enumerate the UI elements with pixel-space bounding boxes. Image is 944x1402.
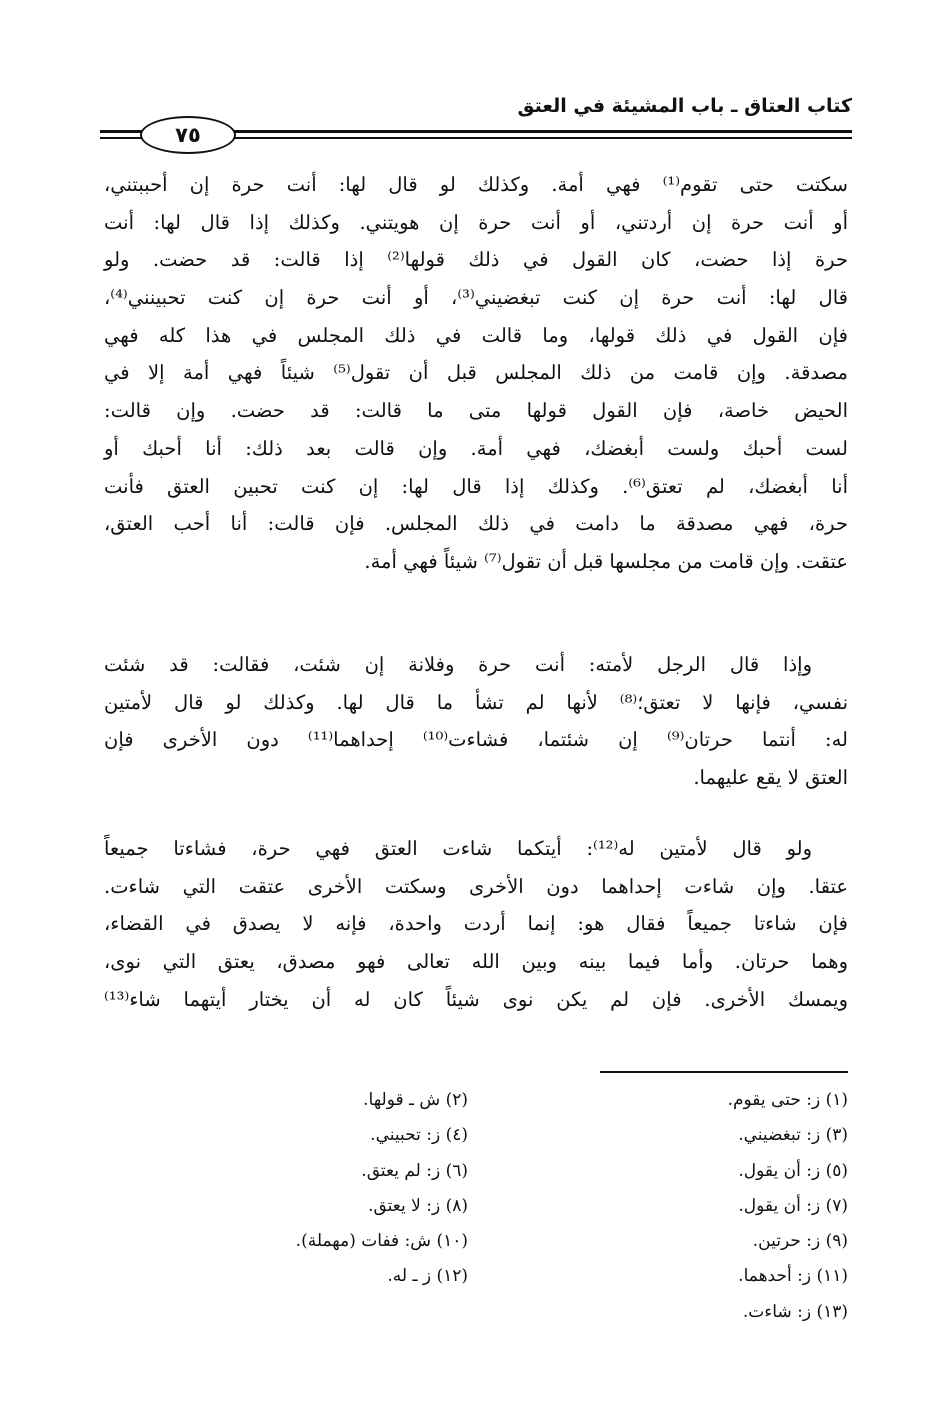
footnote: (٩) ز: حرتين. [752,1231,848,1252]
text-line: له: أنتما حرتان⁽⁹⁾ إن شئتما، فشاءت⁽¹⁰⁾ إحداهما⁽¹¹⁾ دون الأخرى فإن [104,728,848,752]
text-line: فإن شاءتا جميعاً فقال هو: إنما أردت واحدة، فإنه لا يصدق في القضاء، [104,912,848,936]
footnote: (٤) ز: تحبيني. [370,1125,468,1146]
footnote: (١٠) ش: ففات (مهملة). [295,1231,468,1252]
text-line: أو أنت حرة إن أردتني، أو أنت حرة إن هويتني. وكذلك إذا قال لها: أنت [104,210,848,234]
footnote: (١) ز: حتى يقوم. [727,1090,848,1110]
paragraph-1 [104,168,848,583]
footnote: (١١) ز: أحدهما. [738,1266,848,1287]
text-line: العتق لا يقع عليهما. [693,766,848,790]
text-line: مصدقة. وإن قامت من ذلك المجلس قبل أن تقول⁽⁵⁾ شيئاً فهي أمة إلا في [104,361,848,385]
page-number: ٧٥ [140,116,236,154]
text-line: عتقت. وإن قامت من مجلسها قبل أن تقول⁽⁷⁾ شيئاً فهي أمة. [364,549,848,573]
footnote: (١٢) ز ـ له. [387,1266,468,1287]
text-line: حرة إذا حضت، كان القول في ذلك قولها⁽²⁾ إذا قالت: قد حضت. ولو [104,248,848,272]
text-line: لست أحبك ولست أبغضك، فهي أمة. وإن قالت بعد ذلك: أنا أحبك أو [104,436,848,460]
text-line: حرة، فهي مصدقة ما دامت في ذلك المجلس. فإن قالت: أنا أحب العتق، [104,512,848,536]
footnote: (٦) ز: لم يعتق. [361,1160,468,1181]
footnote-separator [600,1071,848,1073]
text-line: وهما حرتان. وأما فيما بينه وبين الله تعالى فهو مصدق، يعتق التي نوى، [104,950,848,974]
footnote: (٢) ش ـ قولها. [363,1090,468,1110]
text-line: الحيض خاصة، فإن القول قولها متى ما قالت: قد حضت. وإن قالت: [104,399,848,423]
text-line: عتقا. وإن شاءت إحداهما دون الأخرى وسكتت الأخرى عتقت التي شاءت. [104,874,848,898]
footnote: (٥) ز: أن يقول. [738,1160,848,1181]
text-line: وإذا قال الرجل لأمته: أنت حرة وفلانة إن شئت، فقالت: قد شئت [104,653,812,676]
footnotes-left-column [208,1090,468,1302]
text-line: فإن القول في ذلك قولها، وما قالت في ذلك المجلس في هذا كله فهي [104,323,848,347]
text-line: أنا أبغضك، لم تعتق⁽⁶⁾. وكذلك إذا قال لها: إن كنت تحبين العتق فأنت [104,474,848,498]
paragraph-3 [104,832,848,1020]
text-line: قال لها: أنت حرة إن كنت تبغضيني⁽³⁾، أو أنت حرة إن كنت تحبينني⁽⁴⁾، [104,286,848,310]
footnote: (٨) ز: لا يعتق. [368,1195,468,1216]
text-line: ولو قال لأمتين له⁽¹²⁾: أيتكما شاءت العتق فهي حرة، فشاءتا جميعاً [104,837,813,860]
footnote: (١٣) ز: شاءت. [742,1301,848,1322]
running-title: كتاب العتاق ـ باب المشيئة في العتق [517,95,852,117]
footnotes-right-column [588,1090,848,1337]
text-line: ويمسك الأخرى. فإن لم يكن نوى شيئاً كان له أن يختار أيتهما شاء⁽¹³⁾ [104,987,848,1011]
text-line: نفسي، فإنها لا تعتق؛⁽⁸⁾ لأنها لم تشأ ما قال لها. وكذلك لو قال لأمتين [104,690,848,714]
text-line: سكتت حتى تقوم⁽¹⁾ فهي أمة. وكذلك لو قال لها: أنت حرة إن أحببتني، [104,173,848,196]
footnote: (٧) ز: أن يقول. [738,1195,848,1216]
paragraph-2 [104,648,848,799]
footnote: (٣) ز: تبغضيني. [738,1125,848,1146]
